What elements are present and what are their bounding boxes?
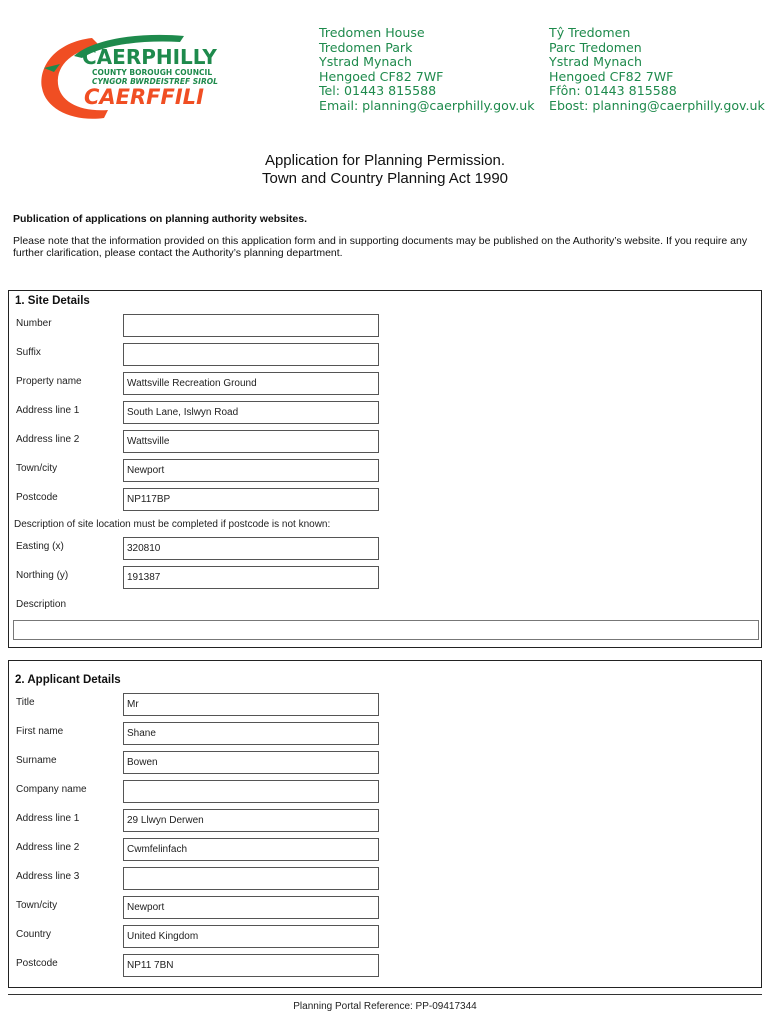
applicant-country-field[interactable]: United Kingdom (123, 925, 379, 948)
site-number-field[interactable] (123, 314, 379, 337)
applicant-surname-field[interactable]: Bowen (123, 751, 379, 774)
applicant-town-field[interactable]: Newport (123, 896, 379, 919)
publication-notice: Please note that the information provided on this application form and in supporting documents may be published on the Authority’s website. If you require any further clarification, please contact the Authority’s planning department. (13, 235, 748, 260)
applicant-company-field[interactable] (123, 780, 379, 803)
applicant-address-line2-field[interactable]: Cwmfelinfach (123, 838, 379, 861)
field-label: Easting (x) (16, 541, 64, 552)
address-line: Parc Tredomen (549, 39, 642, 55)
site-property-name-field[interactable]: Wattsville Recreation Ground (123, 372, 379, 395)
section-title: 1. Site Details (15, 295, 90, 307)
address-welsh (549, 26, 765, 114)
applicant-postcode-field[interactable]: NP11 7BN (123, 954, 379, 977)
address-line: Tredomen Park (319, 39, 413, 55)
field-label: Northing (y) (16, 570, 69, 581)
address-line: Tredomen House (319, 25, 425, 40)
logo-line3: CYNGOR BWRDEISTREF SIROL (92, 77, 218, 86)
title-line1: Application for Planning Permission. (264, 152, 506, 169)
field-label: Address line 3 (16, 871, 80, 882)
address-email[interactable]: Email: planning@caerphilly.gov.uk (319, 97, 535, 113)
site-suffix-field[interactable] (123, 343, 379, 366)
field-label: Property name (16, 376, 82, 387)
field-label: Surname (16, 755, 57, 766)
publication-heading: Publication of applications on planning authority websites. (13, 213, 308, 225)
field-label: Address line 2 (16, 842, 80, 853)
applicant-address-line1-field[interactable]: 29 Llwyn Derwen (123, 809, 379, 832)
council-logo (34, 26, 274, 122)
field-label: Postcode (16, 492, 58, 503)
applicant-first-name-field[interactable]: Shane (123, 722, 379, 745)
logo-line1: CAERPHILLY (82, 45, 217, 69)
location-note: Description of site location must be completed if postcode is not known: (14, 519, 331, 530)
address-email[interactable]: Ebost: planning@caerphilly.gov.uk (549, 97, 765, 113)
applicant-details-section (8, 660, 762, 988)
field-label: Company name (16, 784, 87, 795)
address-english (319, 26, 535, 114)
field-label: Town/city (16, 900, 58, 911)
site-description-field[interactable] (13, 620, 759, 640)
address-line: Hengoed CF82 7WF (319, 68, 444, 84)
applicant-title-field[interactable]: Mr (123, 693, 379, 716)
field-label: Address line 1 (16, 813, 80, 824)
field-label: First name (16, 726, 64, 737)
field-label: Country (16, 929, 52, 940)
logo-line2: COUNTY BOROUGH COUNCIL (92, 68, 213, 77)
northing-field[interactable]: 191387 (123, 566, 379, 589)
site-town-field[interactable]: Newport (123, 459, 379, 482)
section-title: 2. Applicant Details (15, 674, 121, 686)
field-label: Address line 2 (16, 434, 80, 445)
field-label: Title (16, 697, 35, 708)
site-details-section (8, 290, 762, 648)
address-line: Ystrad Mynach (549, 54, 643, 70)
site-address-line1-field[interactable]: South Lane, Islwyn Road (123, 401, 379, 424)
field-label: Town/city (16, 463, 58, 474)
site-postcode-field[interactable]: NP117BP (123, 488, 379, 511)
address-line: Tŷ Tredomen (549, 25, 631, 40)
field-label: Postcode (16, 958, 58, 969)
field-label: Number (16, 318, 52, 329)
address-line: Ystrad Mynach (319, 54, 413, 70)
address-line: Tel: 01443 815588 (319, 83, 437, 99)
field-label: Suffix (16, 347, 41, 358)
address-line: Ffôn: 01443 815588 (549, 83, 677, 99)
portal-reference: Planning Portal Reference: PP-09417344 (293, 1001, 477, 1012)
easting-field[interactable]: 320810 (123, 537, 379, 560)
logo-line4: CAERFFILI (84, 85, 204, 109)
address-line: Hengoed CF82 7WF (549, 68, 674, 84)
field-label: Description (16, 599, 67, 610)
field-label: Address line 1 (16, 405, 80, 416)
document-title (0, 152, 770, 187)
applicant-address-line3-field[interactable] (123, 867, 379, 890)
footer-divider (8, 994, 762, 995)
title-line2: Town and Country Planning Act 1990 (262, 169, 508, 187)
site-address-line2-field[interactable]: Wattsville (123, 430, 379, 453)
